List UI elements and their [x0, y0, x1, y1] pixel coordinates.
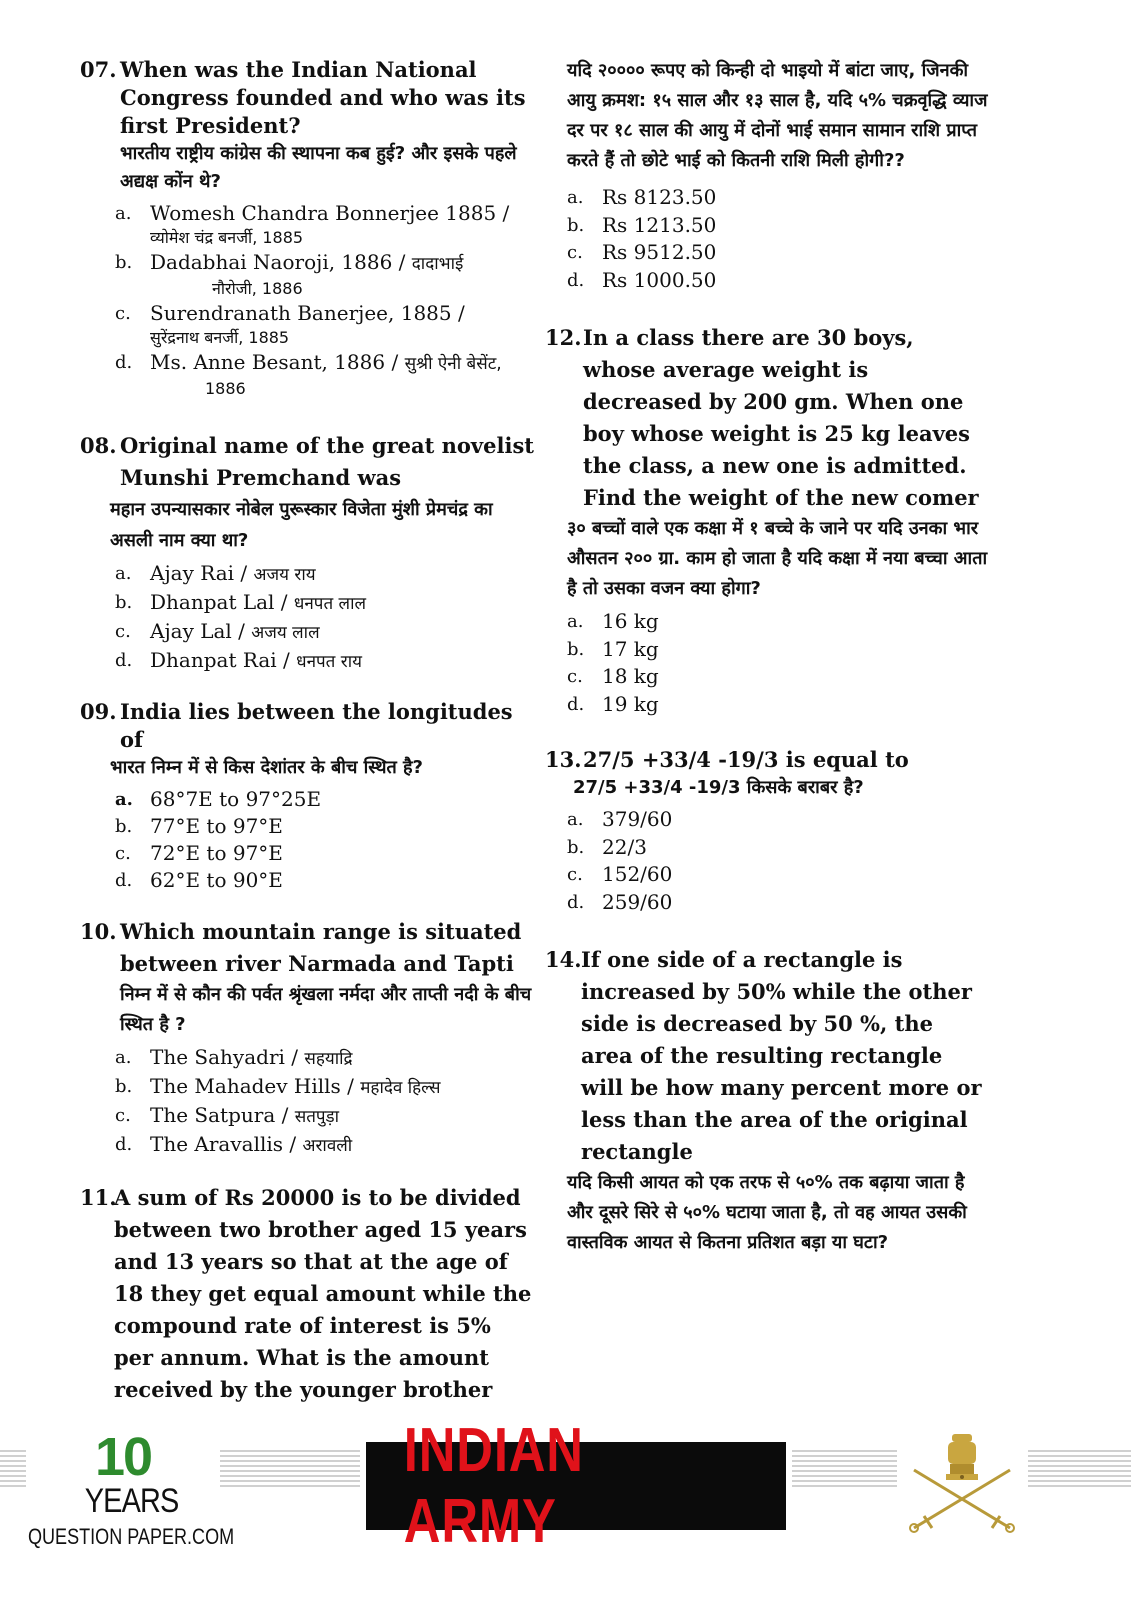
- question-number: 11.: [80, 1185, 117, 1210]
- question-number: 14.: [545, 947, 582, 972]
- question-text-en: Original name of the great novelist Munshi Premchand was: [120, 433, 534, 490]
- question-text-en: When was the Indian National Congress founded and who was its first President?: [120, 57, 526, 138]
- right-column: [545, 56, 990, 1280]
- option-a: a. Rs 8123.50: [567, 185, 717, 209]
- question-12: [545, 322, 990, 718]
- question-14: [545, 944, 990, 1258]
- question-number: 07.: [80, 57, 117, 82]
- logo-years: YEARS: [84, 1482, 179, 1520]
- footer-stripes-mid-left: [220, 1450, 360, 1488]
- banner-title: INDIAN ARMY: [403, 1416, 584, 1556]
- option-c: c. 152/60: [567, 862, 673, 886]
- question-text-hi: यदि किसी आयत को एक तरफ से ५०% तक बढ़ाया जाता है और दूसरे सिरे से ५०% घटाया जाता है, तो वह आयत उसकी वास्तविक आयत से कितना प्रतिशत बड़ा या घटा?: [567, 1172, 967, 1253]
- left-column: [80, 56, 535, 1428]
- question-text-en: India lies between the longitudes of: [120, 699, 513, 752]
- options-list: [80, 1044, 535, 1160]
- option-c: c. Surendranath Banerjee, 1885 / सुरेंद्रनाथ बनर्जी, 1885: [115, 301, 465, 347]
- option-a: a. 379/60: [567, 807, 673, 831]
- options-list: [545, 608, 990, 718]
- question-11: [80, 1182, 535, 1406]
- army-emblem-icon: [902, 1430, 1022, 1540]
- options-list: [80, 200, 535, 400]
- question-text-hi: 27/5 +33/4 -19/3 किसके बराबर है?: [573, 777, 864, 798]
- option-b: b. 17 kg: [567, 636, 659, 661]
- question-text-en: In a class there are 30 boys, whose average weight is decreased by 200 gm. When one boy whose weight is 25 kg leaves the class, a new one is admitted. Find the weight of the new comer: [583, 325, 979, 510]
- question-text-en: Which mountain range is situated between river Narmada and Tapti: [120, 919, 522, 976]
- option-a: a. Womesh Chandra Bonnerjee 1885 / व्योमेश चंद्र बनर्जी, 1885: [115, 201, 510, 247]
- option-d: d. The Aravallis / अरावली: [115, 1132, 353, 1156]
- option-a: a. Ajay Rai / अजय राय: [115, 561, 316, 585]
- option-d: d. 62°E to 90°E: [115, 868, 283, 892]
- option-d: d. Ms. Anne Besant, 1886 / सुश्री ऐनी बेसेंट, 1886: [115, 350, 502, 398]
- option-d: d. 259/60: [567, 889, 673, 914]
- question-text-en: If one side of a rectangle is increased by 50% while the other side is decreased by 50 %, the area of the resulting rectangle will be how many percent more or less than the area of the original rectangle: [581, 947, 982, 1164]
- question-number: 09.: [80, 699, 117, 724]
- question-11-continued: [545, 56, 990, 294]
- ten-years-logo: [78, 1427, 179, 1520]
- option-d: d. Dhanpat Rai / धनपत राय: [115, 648, 362, 672]
- logo-number: 10: [94, 1427, 152, 1487]
- option-c: c. 18 kg: [567, 664, 659, 688]
- options-list: [545, 184, 990, 294]
- question-text-hi: भारत निम्न में से किस देशांतर के बीच स्थित है?: [110, 757, 423, 778]
- option-c: c. The Satpura / सतपुड़ा: [115, 1103, 340, 1127]
- question-number: 12.: [545, 325, 582, 350]
- question-number: 10.: [80, 919, 117, 944]
- option-b: b. Rs 1213.50: [567, 212, 717, 237]
- option-b: b. 77°E to 97°E: [115, 814, 283, 838]
- option-d: d. Rs 1000.50: [567, 267, 717, 292]
- question-08: [80, 430, 535, 676]
- option-c: c. Rs 9512.50: [567, 240, 717, 264]
- question-text-en: A sum of Rs 20000 is to be divided between two brother aged 15 years and 13 years so that at the age of 18 they get equal amount while the compound rate of interest is 5% per annum. What is the amount received by the younger brother: [114, 1185, 532, 1402]
- question-text-hi: ३० बच्चों वाले एक कक्षा में १ बच्चे के जाने पर यदि उनका भार औसतन २०० ग्रा. काम हो जाता है यदि कक्षा में नया बच्चा आता है तो उसका वजन क्या होगा?: [567, 518, 988, 599]
- option-b: b. Dadabhai Naoroji, 1886 / दादाभाई नौरोजी, 1886: [115, 250, 464, 298]
- option-a: a. The Sahyadri / सहयाद्रि: [115, 1045, 353, 1069]
- question-text-hi: भारतीय राष्ट्रीय कांग्रेस की स्थापना कब हुई? और इसके पहले अद्यक्ष कोंन थे?: [120, 143, 517, 192]
- indian-army-banner: [366, 1416, 786, 1556]
- logo-site-name: QUESTION PAPER.COM: [28, 1524, 235, 1549]
- question-text-hi: महान उपन्यासकार नोबेल पुरूस्कार विजेता मुंशी प्रेमचंद्र का असली नाम क्या था?: [110, 499, 493, 551]
- option-b: b. 22/3: [567, 834, 647, 859]
- option-c: c. Ajay Lal / अजय लाल: [115, 619, 320, 643]
- question-07: [80, 56, 535, 400]
- lion-capital-icon: [946, 1434, 978, 1480]
- option-a: a. 16 kg: [567, 609, 659, 633]
- options-list: [80, 786, 535, 894]
- option-b: b. Dhanpat Lal / धनपत लाल: [115, 590, 367, 614]
- option-d: d. 19 kg: [567, 691, 659, 716]
- options-list: [80, 560, 535, 676]
- page-footer: [0, 1416, 1131, 1600]
- question-09: [80, 698, 535, 894]
- footer-stripes-left: [0, 1450, 26, 1488]
- question-10: [80, 916, 535, 1160]
- footer-stripes-right: [1028, 1450, 1131, 1488]
- question-text-hi: यदि २०००० रूपए को किन्ही दो भाइयो में बांटा जाए, जिनकी आयु क्रमश: १५ साल और १३ साल है, यदि ५% चक्रवृद्धि व्याज दर पर १८ साल की आयु में दोनों भाई समान सामान राशि प्राप्त करते हैं तो छोटे भाई को कितनी राशि मिली होगी??: [567, 60, 988, 171]
- question-text-en: 27/5 +33/4 -19/3 is equal to: [583, 747, 909, 772]
- option-b: b. The Mahadev Hills / महादेव हिल्स: [115, 1074, 441, 1098]
- question-number: 13.: [545, 747, 582, 772]
- option-c: c. 72°E to 97°E: [115, 841, 283, 865]
- question-number: 08.: [80, 433, 117, 458]
- options-list: [545, 806, 990, 916]
- option-a: a. 68°7E to 97°25E: [115, 787, 322, 811]
- footer-stripes-mid-right: [792, 1450, 897, 1488]
- question-13: [545, 746, 990, 916]
- question-text-hi: निम्न में से कौन की पर्वत श्रृंखला नर्मदा और ताप्ती नदी के बीच स्थित है ?: [120, 984, 532, 1035]
